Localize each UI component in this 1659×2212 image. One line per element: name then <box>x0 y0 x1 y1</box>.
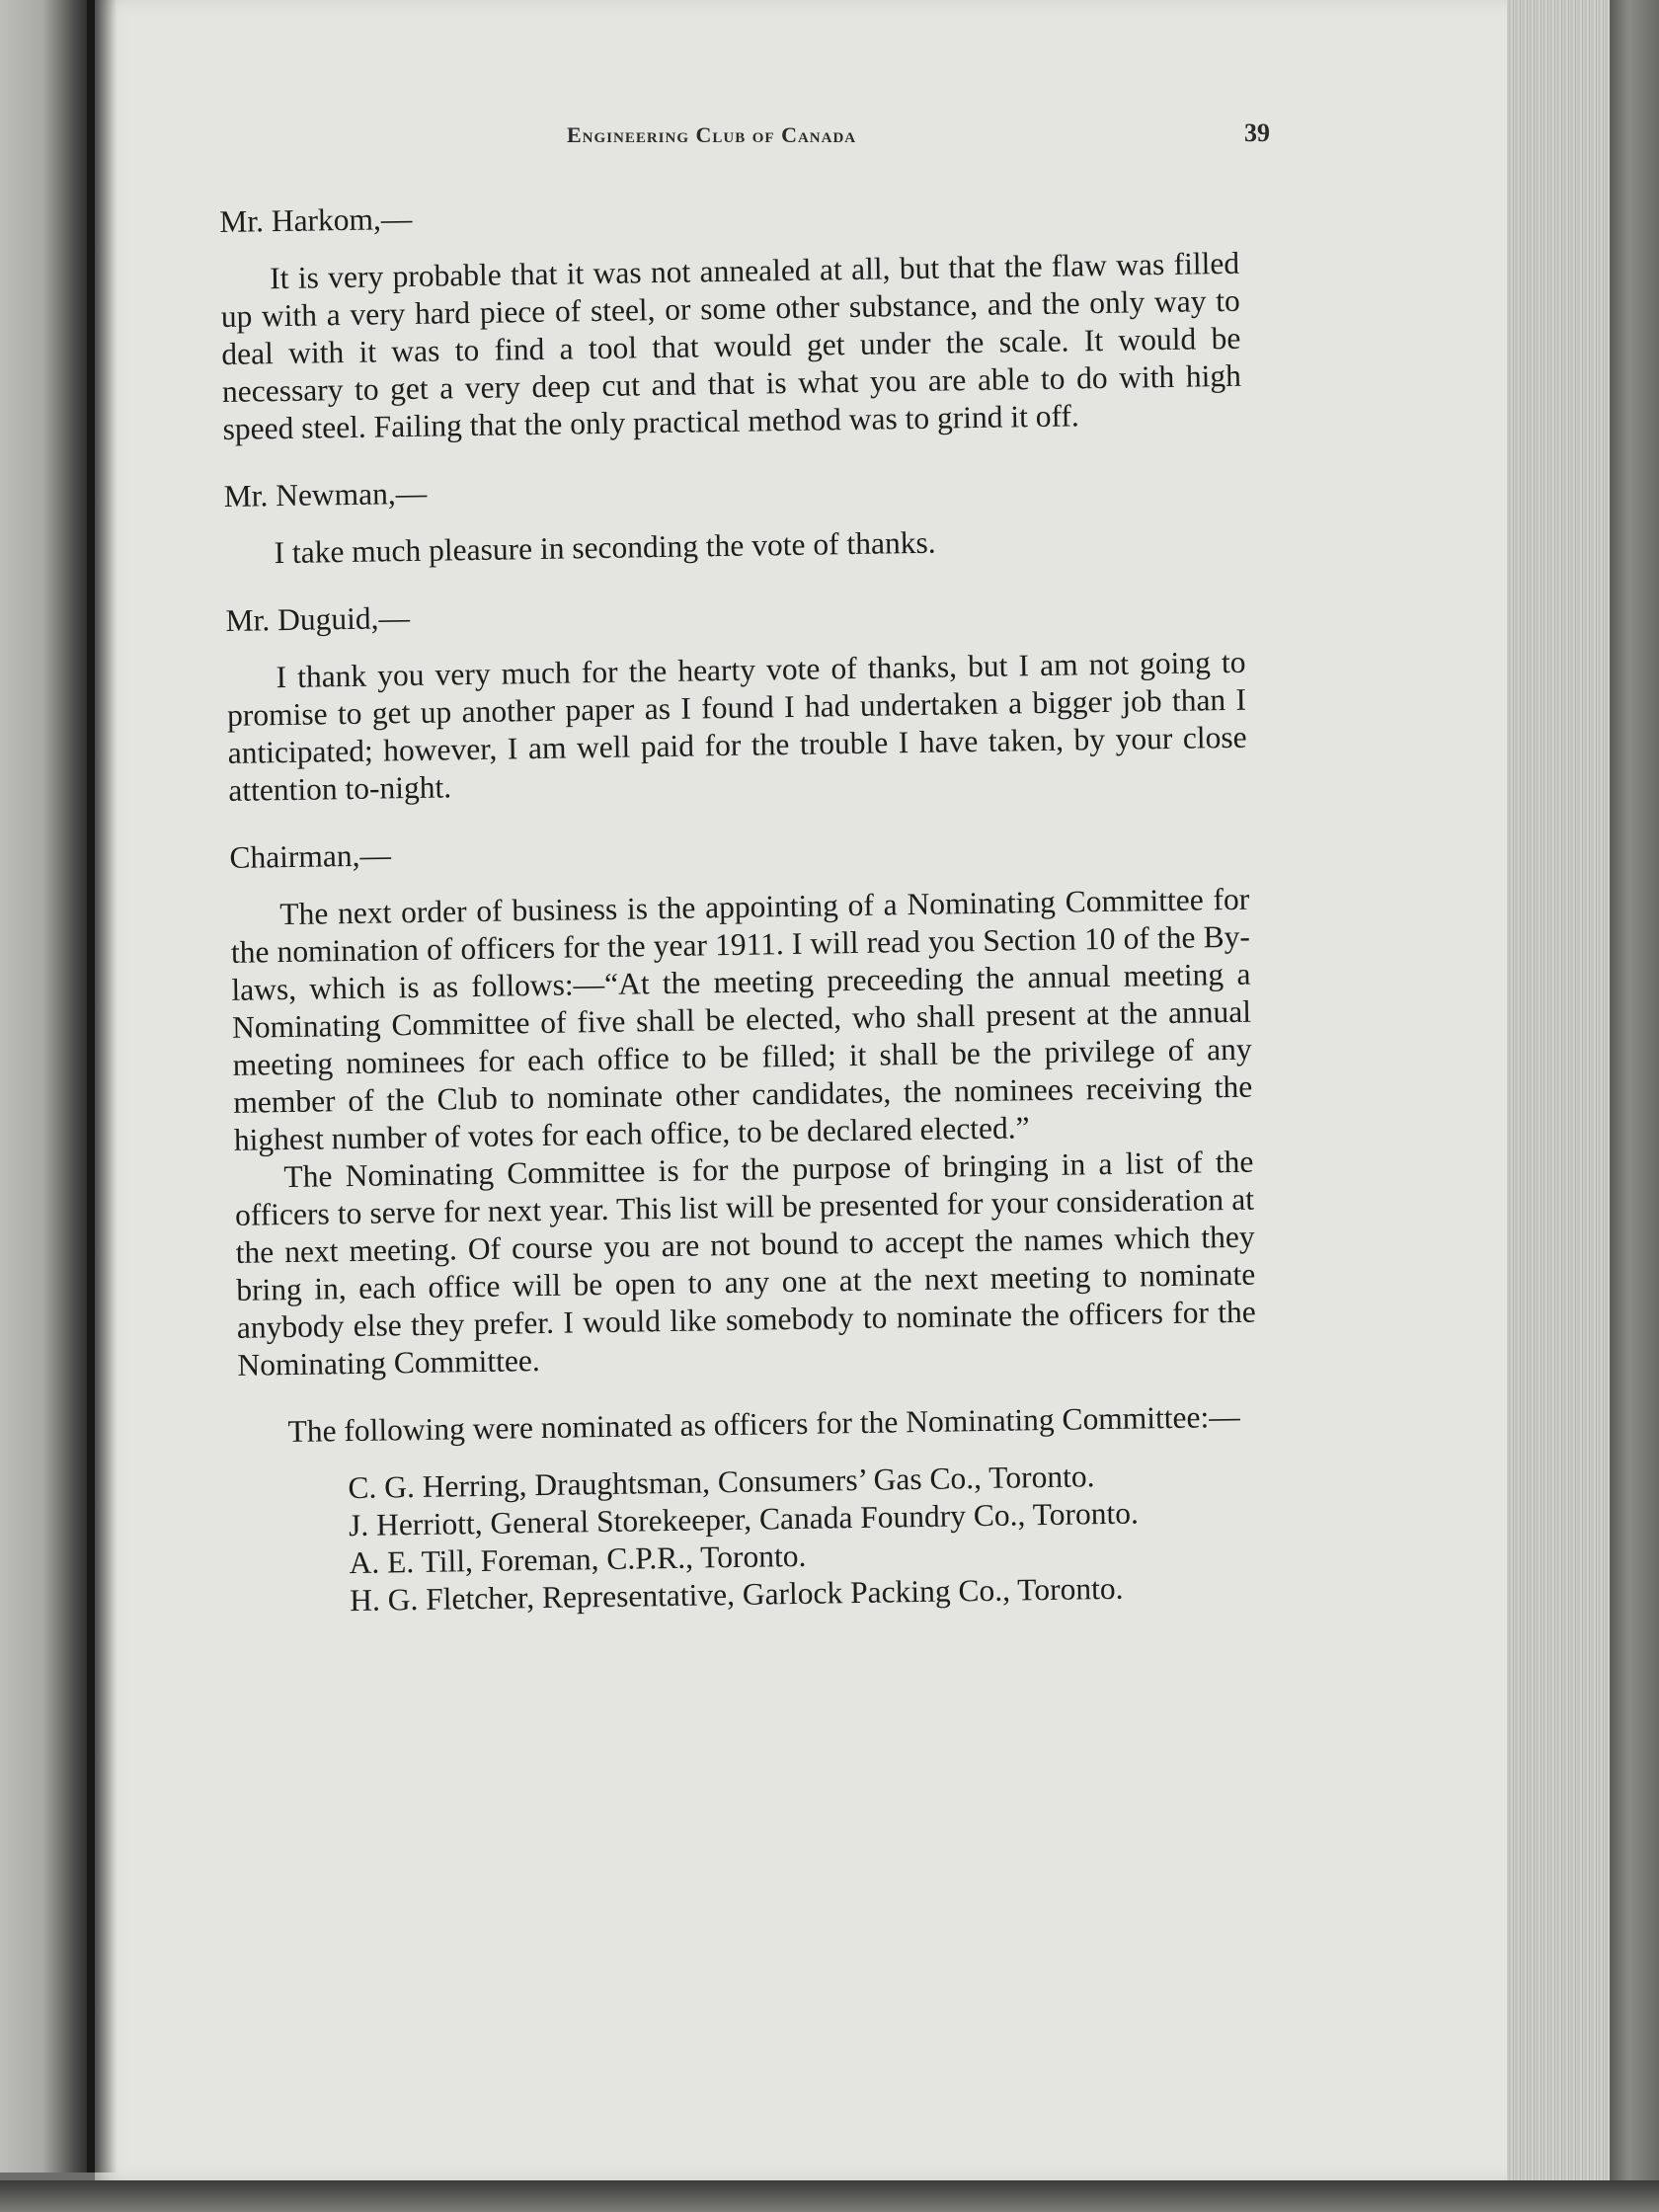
speaker-label: Mr. Harkom,— <box>219 200 413 239</box>
gutter-shadow <box>87 0 117 2172</box>
paragraph: The Nominating Committee is for the purpose of bringing in a list of the officers to serve for next year. This list will be presented for your consideration at the next meeting. Of course you are not bound to accept the names which they bring in, each office will be open to any one at the next meeting to nominate anybody else they prefer. I would like somebody to nominate the officers for the Nominating Committee. <box>234 1144 1257 1382</box>
nominee-item: C. G. Herring, Draughtsman, Consumers’ Gas Co., Toronto. <box>348 1459 1095 1506</box>
speaker-label: Chairman,— <box>229 837 392 875</box>
left-page-edge <box>0 0 95 2172</box>
paragraph: It is very probable that it was not annealed at all, but that the flaw was filled up with a very hard piece of steel, or some other substance, and the only way to deal with it was to find a tool that would get under the scale. It would be necessary to get a very deep cut and that is what you are able to do with high speed steel. Failing that the only practical method was to grind it off. <box>220 245 1242 446</box>
speaker-label: Mr. Duguid,— <box>225 600 411 638</box>
paragraph: I take much pleasure in seconding the vote of thanks. <box>274 524 936 571</box>
nomination-intro: The following were nominated as officers for the Nominating Committee:— <box>287 1398 1241 1450</box>
bottom-edge <box>0 2180 1659 2212</box>
paragraph: The next order of business is the appointing of a Nominating Committee for the nomination of officers for the year 1911. I will read you Section 10 of the By-laws, which is as follows:—“At the meeting preceeding the annual meeting a Nominating Committee of five shall be elected, who shall present at the annual meeting nominees for each office to be filled; it shall be the privilege of any member of the Club to nominate other candidates, the nominees receiving the highest number of votes for each office, to be declared elected.” <box>230 881 1253 1157</box>
nominee-item: J. Herriott, General Storekeeper, Canada Foundry Co., Toronto. <box>348 1495 1140 1543</box>
page-number: 39 <box>1244 118 1270 147</box>
nominee-list <box>239 1456 1260 1621</box>
paragraph: I thank you very much for the hearty vote of thanks, but I am not going to promise to get up another paper as I found I had undertaken a bigger job than I anticipated; however, I am well paid for the trouble I have taken, by your close attention to-night. <box>226 644 1247 808</box>
book-cover-edge <box>1610 0 1659 2212</box>
page-edges <box>1507 0 1610 2202</box>
nominee-item: A. E. Till, Foreman, C.P.R., Toronto. <box>349 1538 807 1581</box>
speaker-label: Mr. Newman,— <box>223 475 428 514</box>
nominee-item: H. G. Fletcher, Representative, Garlock Packing Co., Toronto. <box>349 1570 1124 1619</box>
page-body <box>219 188 1260 1621</box>
running-head: Engineering Club of Canada <box>567 122 857 147</box>
